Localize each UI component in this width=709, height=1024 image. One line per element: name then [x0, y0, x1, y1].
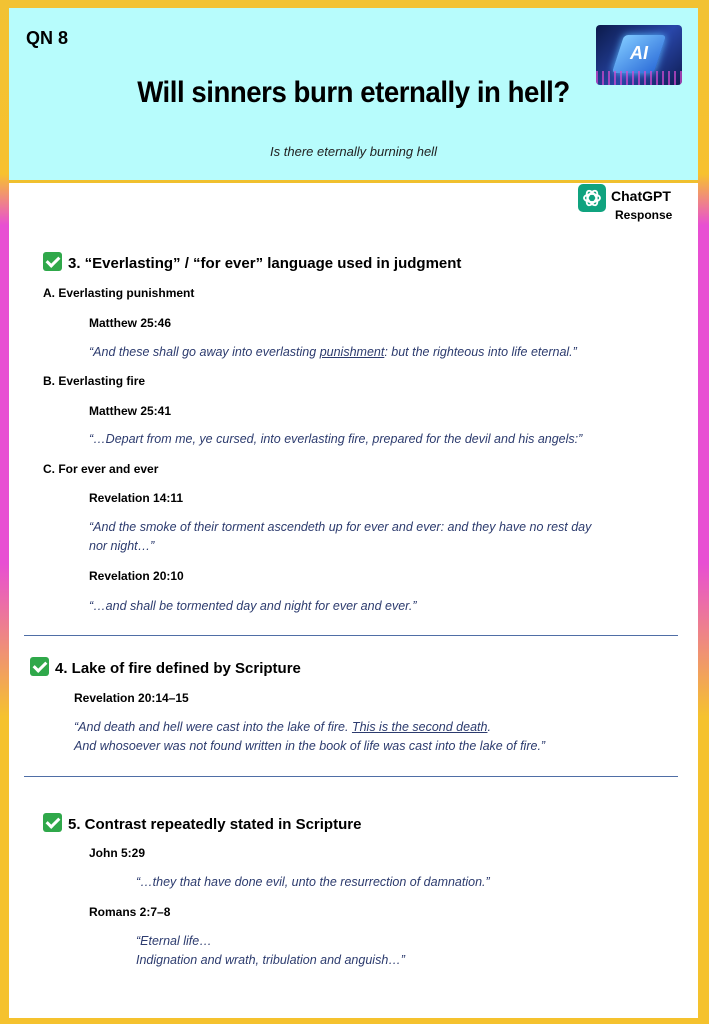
section-3b-quote: “…Depart from me, ye cursed, into everlasting fire, prepared for the devil and his angels:” [89, 432, 583, 446]
chatgpt-name: ChatGPT [611, 188, 671, 204]
quote-underlined: This is the second death [351, 720, 488, 734]
section-5-ref2: Romans 2:7–8 [89, 905, 171, 919]
section-5-quote2 [136, 932, 405, 970]
section-5-heading-text: 5. Contrast repeatedly stated in Scripture [68, 816, 362, 833]
section-3b-label: B. Everlasting fire [43, 374, 146, 388]
quote-text: “And death and hell were cast into the lake of fire. [74, 720, 352, 734]
check-icon [43, 813, 62, 832]
quote-line [74, 718, 545, 737]
section-3a-quote [89, 343, 577, 362]
chatgpt-logo-icon [578, 184, 606, 212]
section-3c-quote1 [89, 518, 591, 556]
section-3c-ref2: Revelation 20:10 [89, 569, 184, 583]
section-4-ref: Revelation 20:14–15 [74, 691, 189, 705]
check-icon [30, 657, 49, 676]
section-3a-ref: Matthew 25:46 [89, 316, 172, 330]
section-3c-ref1: Revelation 14:11 [89, 491, 184, 505]
section-4-heading [30, 657, 301, 677]
quote-line: Indignation and wrath, tribulation and anguish…” [136, 953, 405, 967]
header [9, 8, 698, 183]
page-title: Will sinners burn eternally in hell? [137, 76, 570, 109]
section-3-heading [43, 252, 461, 272]
check-icon [43, 252, 62, 271]
question-number: QN 8 [26, 28, 69, 48]
quote-text: : but the righteous into life eternal.” [384, 345, 577, 359]
section-4-quote [74, 718, 545, 756]
quote-line: And whosoever was not found written in the book of life was cast into the lake of fire.” [74, 739, 546, 753]
divider [24, 776, 678, 777]
section-4-heading-text: 4. Lake of fire defined by Scripture [55, 660, 301, 677]
quote-text: . [487, 720, 491, 734]
quote-line: “Eternal life… [136, 934, 212, 948]
section-3-heading-text: 3. “Everlasting” / “for ever” language used in judgment [68, 255, 462, 272]
quote-text: “And these shall go away into everlasting [89, 345, 320, 359]
section-3a-label: A. Everlasting punishment [43, 286, 195, 300]
divider [24, 635, 678, 636]
quote-underlined: punishment [319, 345, 385, 359]
section-5-quote1: “…they that have done evil, unto the resurrection of damnation.” [136, 875, 490, 889]
section-5-heading [43, 813, 361, 833]
page-subtitle: Is there eternally burning hell [270, 144, 437, 159]
section-5-ref1: John 5:29 [89, 846, 146, 860]
section-3b-ref: Matthew 25:41 [89, 404, 172, 418]
ai-label: AI [630, 43, 648, 63]
quote-line: “And the smoke of their torment ascendeth up for ever and ever: and they have no rest day [89, 520, 592, 534]
quote-line: nor night…” [89, 539, 155, 553]
chatgpt-response-label: Response [615, 208, 673, 222]
section-3c-quote2: “…and shall be tormented day and night for ever and ever.” [89, 599, 417, 613]
page-content [9, 8, 698, 1018]
section-3c-label: C. For ever and ever [43, 462, 159, 476]
